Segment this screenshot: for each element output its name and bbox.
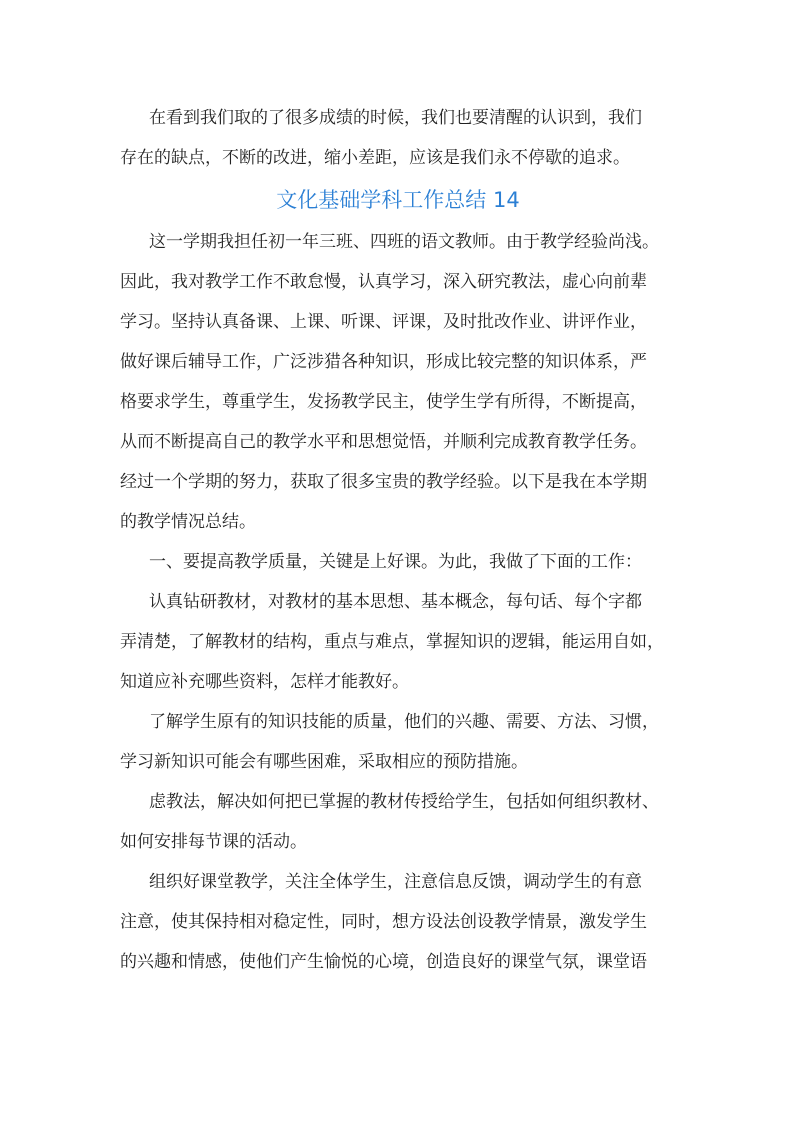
paragraph-line: 了解学生原有的知识技能的质量，他们的兴趣、需要、方法、习惯，	[149, 712, 659, 732]
paragraph-line: 的兴趣和情感，使他们产生愉悦的心境，创造良好的课堂气氛，课堂语	[120, 952, 647, 972]
paragraph-line: 这一学期我担任初一年三班、四班的语文教师。由于教学经验尚浅。	[149, 232, 659, 252]
paragraph-line: 弄清楚，了解教材的结构，重点与难点，掌握知识的逻辑，能运用自如，	[120, 632, 664, 652]
paragraph-summary	[120, 222, 676, 542]
paragraph-teaching-method	[120, 782, 676, 862]
paragraph-classroom-organization	[120, 862, 676, 982]
paragraph-line: 一、要提高教学质量，关键是上好课。为此，我做了下面的工作：	[149, 552, 642, 572]
paragraph-line: 学习。坚持认真备课、上课、听课、评课，及时批改作业、讲评作业，	[120, 312, 647, 332]
paragraph-line: 存在的缺点，不断的改进，缩小差距，应该是我们永不停歇的追求。	[120, 148, 630, 168]
paragraph-line: 虑教法，解决如何把已掌握的教材传授给学生，包括如何组织教材、	[149, 792, 659, 812]
paragraph-line: 知道应补充哪些资料，怎样才能教好。	[120, 672, 409, 692]
paragraph-understand-students	[120, 702, 676, 782]
paragraph-line: 注意，使其保持相对稳定性，同时，想方设法创设教学情景，激发学生	[120, 912, 647, 932]
paragraph-study-materials	[120, 582, 676, 702]
intro-paragraph	[120, 98, 676, 178]
paragraph-line: 如何安排每节课的活动。	[120, 832, 307, 852]
section-title: 文化基础学科工作总结 14	[276, 188, 520, 212]
paragraph-line: 从而不断提高自己的教学水平和思想觉悟，并顺利完成教育教学任务。	[120, 432, 647, 452]
document-page	[120, 98, 676, 982]
paragraph-line: 格要求学生，尊重学生，发扬教学民主，使学生学有所得，不断提高，	[120, 392, 647, 412]
paragraph-line: 认真钻研教材，对教材的基本思想、基本概念，每句话、每个字都	[149, 592, 642, 612]
paragraph-line: 做好课后辅导工作，广泛涉猎各种知识，形成比较完整的知识体系，严	[120, 352, 647, 372]
paragraph-line: 学习新知识可能会有哪些困难，采取相应的预防措施。	[120, 752, 528, 772]
paragraph-line: 因此，我对教学工作不敢怠慢，认真学习，深入研究教法，虚心向前辈	[120, 272, 647, 292]
paragraph-line: 经过一个学期的努力，获取了很多宝贵的教学经验。以下是我在本学期	[120, 472, 647, 492]
paragraph-line: 在看到我们取的了很多成绩的时候，我们也要清醒的认识到，我们	[149, 108, 642, 128]
paragraph-point-one	[120, 542, 676, 582]
paragraph-line: 组织好课堂教学，关注全体学生，注意信息反馈，调动学生的有意	[149, 872, 642, 892]
paragraph-line: 的教学情况总结。	[120, 512, 256, 532]
